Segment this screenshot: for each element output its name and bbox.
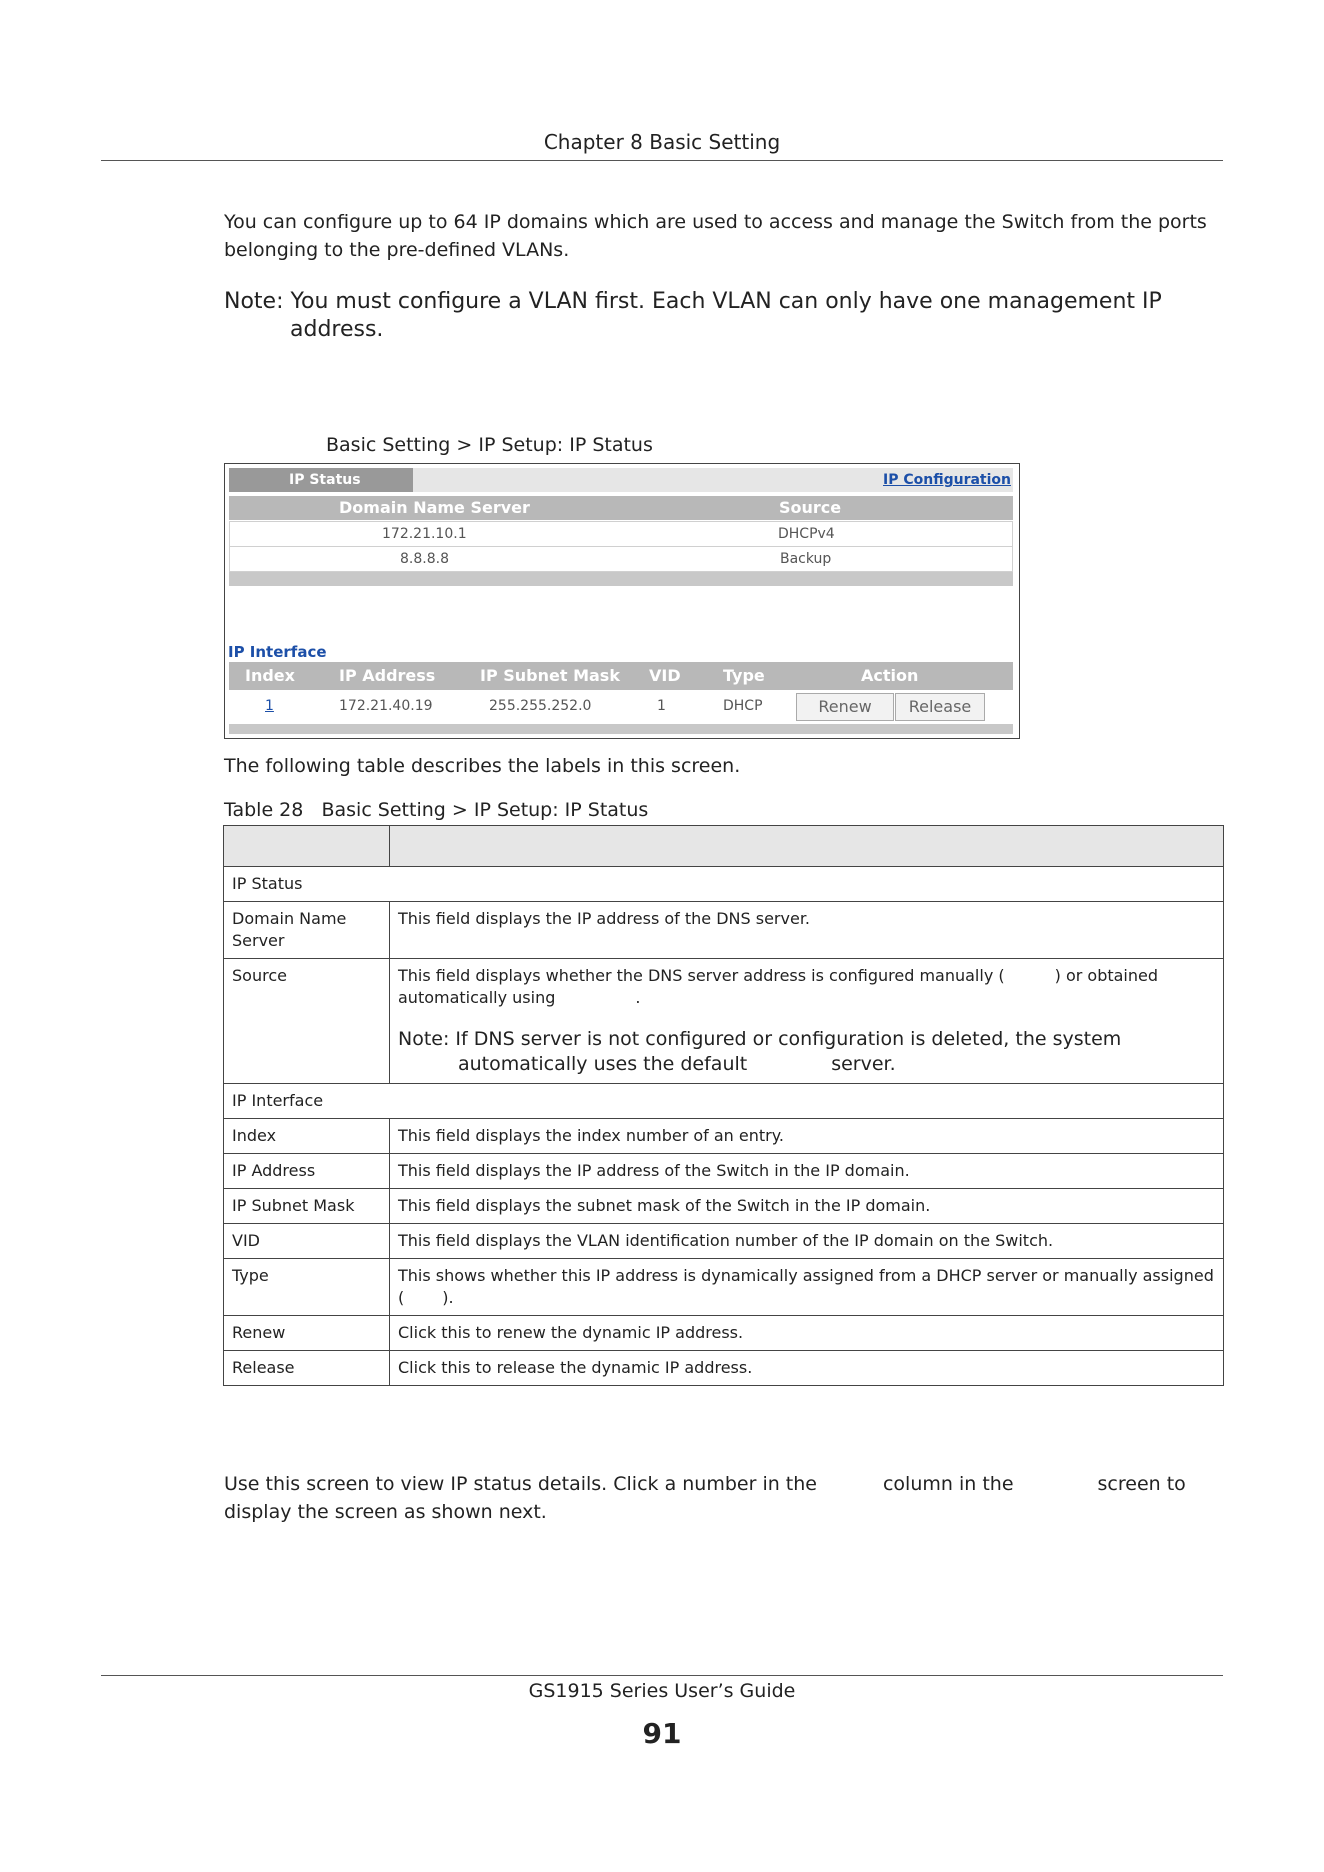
- footer-divider: [101, 1675, 1223, 1676]
- column-header-ip-address: IP Address: [339, 666, 436, 685]
- intro-paragraph: You can configure up to 64 IP domains which are used to access and manage the Switch from the ports belonging to the pre-defined VLANs.: [224, 211, 1207, 261]
- table-caption: Table 28 Basic Setting > IP Setup: IP Status: [224, 799, 649, 821]
- type-text-b: ).: [442, 1288, 454, 1307]
- table-row: [229, 546, 1013, 572]
- column-header-ip-subnet-mask: IP Subnet Mask: [480, 666, 620, 685]
- dns-server-value: 8.8.8.8: [400, 551, 449, 567]
- page-number: 91: [642, 1717, 682, 1750]
- column-header-vid: VID: [649, 666, 681, 685]
- row-label: Renew: [224, 1316, 390, 1351]
- tab-ip-status[interactable]: IP Status: [229, 468, 413, 492]
- dns-table-footer-bar: [229, 572, 1013, 586]
- row-description: Click this to release the dynamic IP address.: [390, 1351, 1224, 1386]
- table-row: [224, 1154, 1224, 1189]
- intro-note: [224, 288, 1184, 344]
- row-label: Source: [224, 959, 390, 1084]
- source-note-line2a: automatically uses the default: [458, 1053, 748, 1075]
- table-row: [224, 1189, 1224, 1224]
- section-ip-interface: IP Interface: [224, 1084, 1224, 1119]
- row-description: This field displays the IP address of the DNS server.: [390, 902, 1224, 959]
- source-note: [398, 1027, 1215, 1077]
- ip-configuration-link[interactable]: IP Configuration: [883, 472, 1011, 488]
- column-header-index: Index: [245, 666, 295, 685]
- interface-index-link[interactable]: 1: [265, 698, 274, 714]
- row-label: Domain Name Server: [224, 902, 390, 959]
- interface-table-footer-bar: [229, 724, 1013, 734]
- ip-status-screenshot: [224, 463, 1020, 739]
- dns-source-value: DHCPv4: [778, 526, 835, 542]
- section-ip-status: IP Status: [224, 867, 1224, 902]
- closing-text-b: column in the: [882, 1473, 1014, 1495]
- table-row: [224, 902, 1224, 959]
- dns-table-header: [229, 496, 1013, 520]
- table-row: [224, 1119, 1224, 1154]
- source-note-line1: Note: If DNS server is not configured or configuration is deleted, the system: [398, 1028, 1122, 1050]
- figure-caption: Basic Setting > IP Setup: IP Status: [326, 434, 653, 456]
- row-description: This field displays the index number of an entry.: [390, 1119, 1224, 1154]
- column-header-source: Source: [779, 498, 842, 517]
- chapter-title: Chapter 8 Basic Setting: [543, 130, 781, 154]
- ip-interface-label: IP Interface: [228, 643, 327, 661]
- source-text-a: This field displays whether the DNS server address is configured manually (: [398, 966, 1005, 985]
- table-row: [224, 1084, 1224, 1119]
- dns-source-value: Backup: [780, 551, 832, 567]
- row-description: [390, 1259, 1224, 1316]
- row-description: Click this to renew the dynamic IP address.: [390, 1316, 1224, 1351]
- row-label: IP Address: [224, 1154, 390, 1189]
- table-row: [224, 867, 1224, 902]
- column-header-type: Type: [723, 666, 765, 685]
- table-row: [224, 1224, 1224, 1259]
- guide-title: GS1915 Series User’s Guide: [528, 1680, 796, 1702]
- row-label: Release: [224, 1351, 390, 1386]
- table-row: [224, 959, 1224, 1084]
- row-description: This field displays the VLAN identification number of the IP domain on the Switch.: [390, 1224, 1224, 1259]
- dns-server-value: 172.21.10.1: [382, 526, 467, 542]
- table-row: [224, 1259, 1224, 1316]
- interface-vid-value: 1: [657, 698, 666, 714]
- intro-note-line2: address.: [290, 317, 384, 342]
- table-intro: The following table describes the labels in this screen.: [224, 755, 741, 777]
- interface-ip-value: 172.21.40.19: [339, 698, 433, 714]
- description-column-header: [390, 826, 1224, 867]
- intro-note-line1: Note: You must configure a VLAN first. Each VLAN can only have one management IP: [224, 289, 1162, 314]
- release-button[interactable]: Release: [895, 693, 985, 721]
- description-table: [223, 825, 1224, 1386]
- source-text-c: .: [635, 988, 641, 1007]
- interface-table-header: [229, 662, 1013, 690]
- header-divider: [101, 160, 1223, 161]
- renew-button[interactable]: Renew: [796, 693, 894, 721]
- source-note-line2b: server.: [831, 1053, 896, 1075]
- source-text-b: ) or obtained automatically using: [398, 966, 1159, 1007]
- closing-text-a: Use this screen to view IP status details. Click a number in the: [224, 1473, 817, 1495]
- row-description: This field displays the IP address of the Switch in the IP domain.: [390, 1154, 1224, 1189]
- table-row: [224, 1351, 1224, 1386]
- column-header-domain-name-server: Domain Name Server: [339, 498, 530, 517]
- interface-type-value: DHCP: [723, 698, 763, 714]
- table-header-row: [224, 826, 1224, 867]
- row-label: VID: [224, 1224, 390, 1259]
- type-text-a: This shows whether this IP address is dynamically assigned from a DHCP server or manually assigned (: [398, 1266, 1214, 1307]
- table-row: [224, 1316, 1224, 1351]
- interface-mask-value: 255.255.252.0: [489, 698, 592, 714]
- label-column-header: [224, 826, 390, 867]
- row-label: Index: [224, 1119, 390, 1154]
- closing-paragraph: [224, 1470, 1234, 1526]
- row-description: This field displays the subnet mask of the Switch in the IP domain.: [390, 1189, 1224, 1224]
- row-label: Type: [224, 1259, 390, 1316]
- row-description: [390, 959, 1224, 1084]
- row-label: IP Subnet Mask: [224, 1189, 390, 1224]
- table-row: [229, 521, 1013, 547]
- table-row: [229, 691, 1013, 723]
- closing-text-c: screen to display the screen as shown next.: [224, 1473, 1186, 1523]
- column-header-action: Action: [861, 666, 919, 685]
